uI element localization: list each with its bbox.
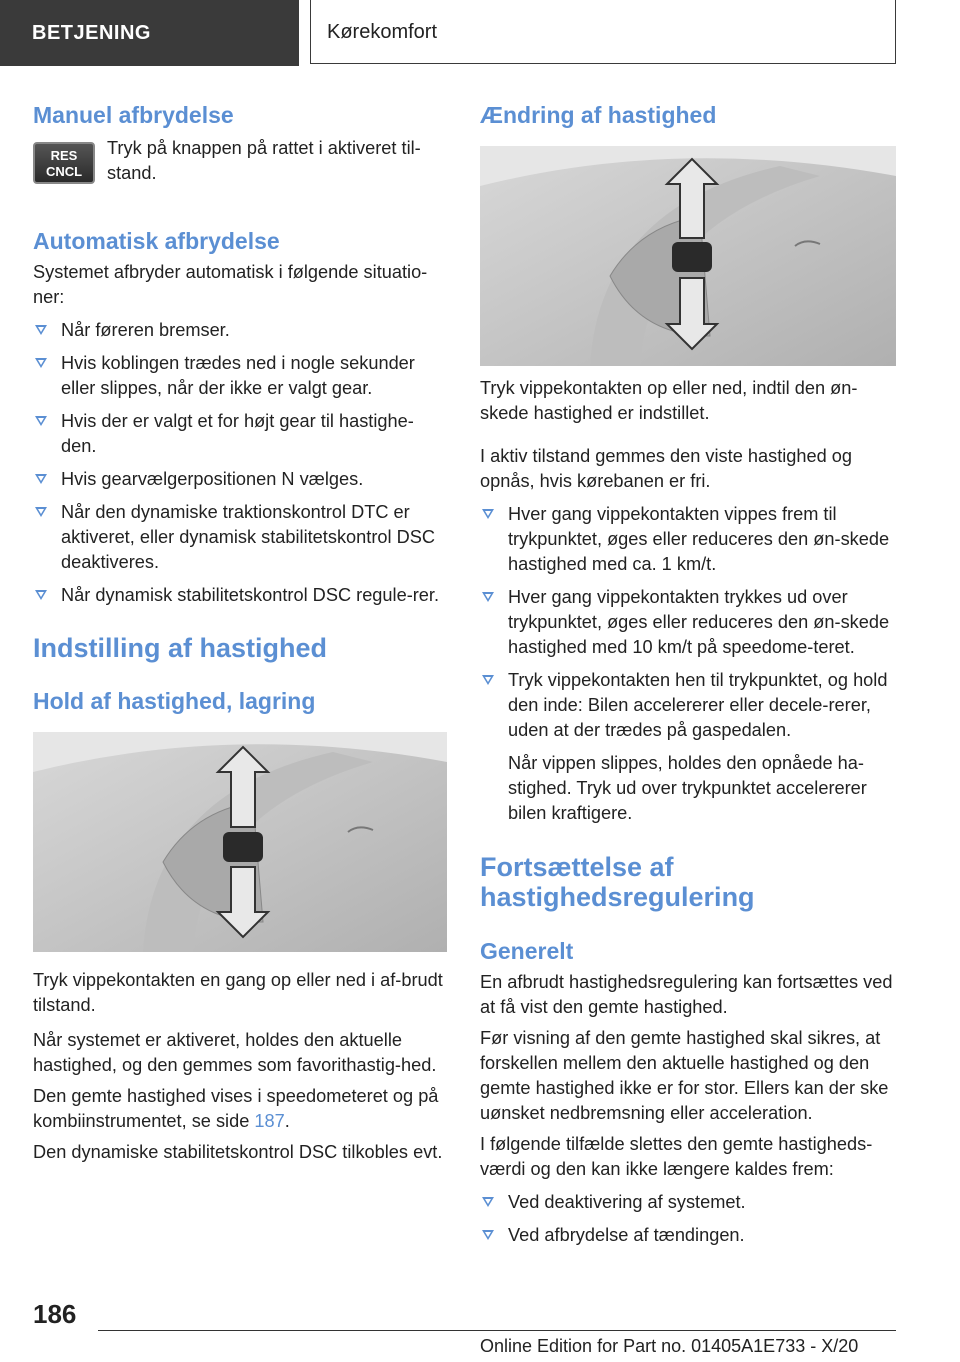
list-item-text: Når dynamisk stabilitetskontrol DSC regule-rer. bbox=[61, 585, 440, 605]
auto-cancel-intro: Systemet afbryder automatisk i følgende situatio-ner: bbox=[33, 262, 428, 307]
list-item-text: Ved afbrydelse af tændingen. bbox=[508, 1225, 745, 1245]
auto-cancel-heading: Automatisk afbrydelse bbox=[33, 228, 280, 254]
list-item-text: Hver gang vippekontakten trykkes ud over trykpunktet, øges eller reduceres den øn-skede hastighed med 10 km/t på speedome-teret. bbox=[508, 587, 890, 657]
bullet-triangle-icon bbox=[482, 509, 494, 519]
hold-speed-text-1: Tryk vippekontakten en gang op eller ned i af-brudt tilstand. bbox=[33, 970, 443, 1015]
right-column bbox=[480, 100, 896, 1248]
res-label: RES bbox=[50, 148, 78, 163]
list-item bbox=[480, 585, 896, 660]
page-number: 186 bbox=[33, 1299, 77, 1329]
left-column bbox=[33, 100, 447, 1165]
auto-cancel-list bbox=[33, 318, 447, 608]
speed-setting-heading: Indstilling af hastighed bbox=[33, 633, 328, 663]
edition-text: Online Edition for Part no. 01405A1E733 - X/20 bbox=[480, 1336, 859, 1356]
list-item bbox=[33, 409, 447, 459]
chapter-label: Kørekomfort bbox=[310, 0, 896, 64]
bullet-triangle-icon bbox=[35, 416, 47, 426]
list-item-text: Når føreren bremser. bbox=[61, 320, 230, 340]
cncl-label: CNCL bbox=[45, 164, 83, 179]
list-item bbox=[480, 668, 896, 826]
general-heading: Generelt bbox=[480, 938, 574, 964]
page-header bbox=[0, 0, 960, 66]
list-item bbox=[33, 318, 447, 343]
change-speed-heading: Ændring af hastighed bbox=[480, 102, 717, 128]
change-speed-text-1: Tryk vippekontakten op eller ned, indtil den øn-skede hastighed er indstillet. bbox=[480, 378, 858, 423]
list-item-extra-text: Når vippen slippes, holdes den opnåede ha-stighed. Tryk ud over trykpunktet accelererer bilen kraftigere. bbox=[508, 753, 867, 823]
list-item-text: Hver gang vippekontakten vippes frem til trykpunktet, øges eller reduceres den øn-skede hastighed med ca. 1 km/t. bbox=[508, 504, 890, 574]
resume-heading: Fortsættelse af hastighedsregulering bbox=[480, 852, 755, 912]
hold-speed-text-4: Den dynamiske stabilitetskontrol DSC tilkobles evt. bbox=[33, 1142, 443, 1162]
change-speed-list bbox=[480, 502, 896, 826]
list-item bbox=[480, 1190, 896, 1215]
res-cncl-button-icon bbox=[33, 142, 95, 184]
list-item bbox=[480, 502, 896, 577]
bullet-triangle-icon bbox=[482, 1197, 494, 1207]
general-text-2: Før visning af den gemte hastighed skal sikres, at forskellen mellem den aktuelle hastighed og den gemte hastighed ikke er for stor. Ellers kan der ske uønsket nedbremsning eller acceleration. bbox=[480, 1028, 889, 1123]
list-item bbox=[480, 1223, 896, 1248]
list-item bbox=[33, 500, 447, 575]
list-item-text: Hvis koblingen trædes ned i nogle sekunder eller slippes, når der ikke er valgt gear. bbox=[61, 353, 415, 398]
section-label: BETJENING bbox=[0, 0, 299, 66]
list-item-text: Når den dynamiske traktionskontrol DTC er aktiveret, eller dynamisk stabilitetskontrol DSC deaktiveres. bbox=[61, 502, 435, 572]
bullet-triangle-icon bbox=[35, 358, 47, 368]
bullet-triangle-icon bbox=[35, 507, 47, 517]
bullet-triangle-icon bbox=[482, 1230, 494, 1240]
general-text-3: I følgende tilfælde slettes den gemte hastigheds-værdi og den kan ikke længere kaldes frem: bbox=[480, 1134, 873, 1179]
manual-cancel-heading: Manuel afbrydelse bbox=[33, 102, 234, 128]
change-speed-text-2: I aktiv tilstand gemmes den viste hastighed og opnås, hvis kørebanen er fri. bbox=[480, 446, 853, 491]
bullet-triangle-icon bbox=[35, 590, 47, 600]
steering-wheel-image bbox=[33, 732, 447, 952]
manual-cancel-block bbox=[33, 138, 447, 186]
list-item bbox=[33, 583, 447, 608]
hold-speed-text-3a: Den gemte hastighed vises i speedometeret og på kombiinstrumentet, se side bbox=[33, 1086, 439, 1131]
list-item-text: Ved deaktivering af systemet. bbox=[508, 1192, 746, 1212]
general-text-1: En afbrudt hastighedsregulering kan fortsættes ved at få vist den gemte hastighed. bbox=[480, 972, 893, 1017]
bullet-triangle-icon bbox=[482, 592, 494, 602]
footer-divider bbox=[98, 1330, 896, 1331]
manual-cancel-text: Tryk på knappen på rattet i aktiveret til-stand. bbox=[107, 138, 421, 183]
bullet-triangle-icon bbox=[35, 474, 47, 484]
bullet-triangle-icon bbox=[35, 325, 47, 335]
hold-speed-text-3 bbox=[33, 1084, 447, 1134]
bullet-triangle-icon bbox=[482, 675, 494, 685]
steering-wheel-image-2 bbox=[480, 146, 896, 366]
hold-speed-text-3b: . bbox=[284, 1111, 290, 1131]
page-link-187[interactable]: 187 bbox=[254, 1111, 285, 1131]
list-item bbox=[33, 351, 447, 401]
list-item-text: Hvis gearvælgerpositionen N vælges. bbox=[61, 469, 364, 489]
steering-wheel-rocker-icon-2 bbox=[480, 146, 896, 366]
general-list bbox=[480, 1190, 896, 1248]
list-item-text: Tryk vippekontakten hen til trykpunktet, og hold den inde: Bilen accelererer eller decele-rerer, uden at der trædes på gaspedalen. bbox=[508, 670, 888, 740]
list-item-text: Hvis der er valgt et for højt gear til hastighe-den. bbox=[61, 411, 414, 456]
hold-speed-text-2: Når systemet er aktiveret, holdes den aktuelle hastighed, og den gemmes som favorithastig-hed. bbox=[33, 1030, 437, 1075]
hold-speed-heading: Hold af hastighed, lagring bbox=[33, 688, 316, 714]
list-item bbox=[33, 467, 447, 492]
steering-wheel-rocker-icon bbox=[33, 732, 447, 952]
